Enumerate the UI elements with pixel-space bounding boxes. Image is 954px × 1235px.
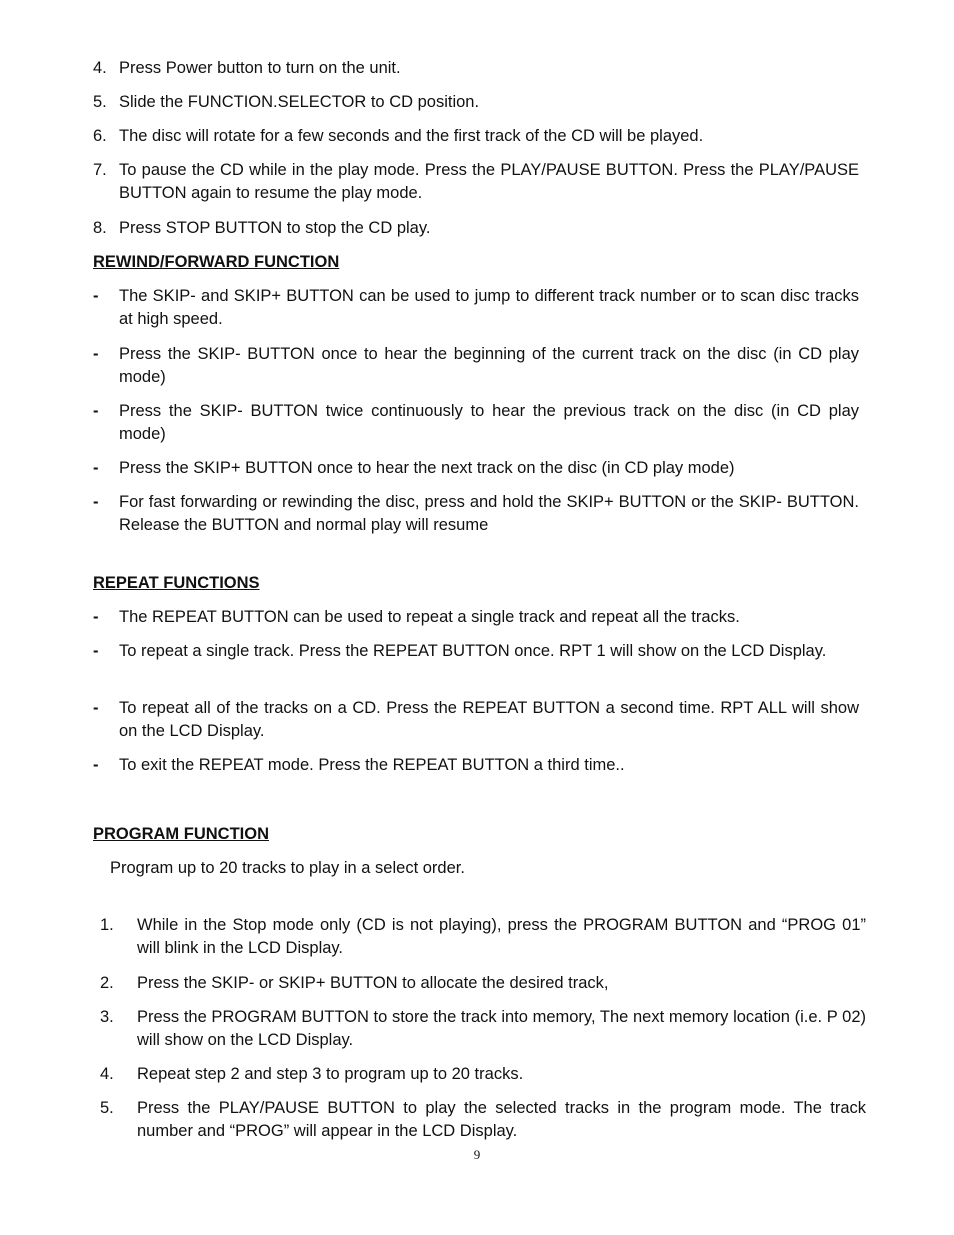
bullet-dash: -	[93, 459, 99, 477]
step-text: While in the Stop mode only (CD is not playing), press the PROGRAM BUTTON and “PROG 01” will blink in the LCD Display.	[137, 916, 866, 957]
step-text: Slide the FUNCTION.SELECTOR to CD position.	[119, 93, 480, 111]
step-number: 1.	[100, 916, 114, 934]
step-text: Press the PROGRAM BUTTON to store the track into memory, The next memory location (i.e. P 02) will show on the LCD Display.	[137, 1008, 866, 1049]
list-item	[93, 57, 859, 80]
bullet-dash: -	[93, 756, 99, 774]
step-number: 5.	[93, 93, 107, 111]
section-heading-repeat: REPEAT FUNCTIONS	[93, 574, 260, 592]
bullet-dash: -	[93, 345, 99, 363]
list-item	[100, 1063, 866, 1086]
bullet-text: To repeat a single track. Press the REPEAT BUTTON once. RPT 1 will show on the LCD Display.	[119, 642, 827, 660]
bullet-text: Press the SKIP- BUTTON twice continuously to hear the previous track on the disc (in CD play mode)	[119, 402, 859, 443]
bullet-dash: -	[93, 699, 99, 717]
step-number: 7.	[93, 161, 107, 179]
list-item	[93, 91, 859, 114]
step-text: Repeat step 2 and step 3 to program up to 20 tracks.	[137, 1065, 524, 1083]
list-item	[93, 606, 859, 629]
bullet-dash: -	[93, 642, 99, 660]
list-item	[100, 914, 866, 960]
step-number: 2.	[100, 974, 114, 992]
list-item	[93, 343, 859, 389]
step-number: 3.	[100, 1008, 114, 1026]
list-item	[93, 217, 859, 240]
bullet-dash: -	[93, 493, 99, 511]
page-number: 9	[473, 1147, 481, 1162]
bullet-text: The REPEAT BUTTON can be used to repeat a single track and repeat all the tracks.	[119, 608, 740, 626]
step-text: The disc will rotate for a few seconds and the first track of the CD will be played.	[119, 127, 704, 145]
bullet-text: To exit the REPEAT mode. Press the REPEAT BUTTON a third time..	[119, 756, 625, 774]
bullet-text: To repeat all of the tracks on a CD. Press the REPEAT BUTTON a second time. RPT ALL will show on the LCD Display.	[119, 699, 859, 740]
list-item	[93, 125, 859, 148]
bullet-dash: -	[93, 608, 99, 626]
step-text: Press STOP BUTTON to stop the CD play.	[119, 219, 431, 237]
step-text: To pause the CD while in the play mode. Press the PLAY/PAUSE BUTTON. Press the PLAY/PAUSE BUTTON again to resume the play mode.	[119, 161, 859, 202]
list-item	[93, 400, 859, 446]
section-heading-program: PROGRAM FUNCTION	[93, 825, 269, 843]
list-item	[100, 1006, 866, 1052]
step-text: Press Power button to turn on the unit.	[119, 59, 401, 77]
section-heading-rewind: REWIND/FORWARD FUNCTION	[93, 253, 340, 271]
list-item	[93, 457, 859, 480]
step-number: 5.	[100, 1099, 114, 1117]
step-number: 4.	[100, 1065, 114, 1083]
list-item	[93, 285, 859, 331]
bullet-text: Press the SKIP- BUTTON once to hear the beginning of the current track on the disc (in CD play mode)	[119, 345, 859, 386]
list-item	[93, 640, 859, 663]
bullet-dash: -	[93, 402, 99, 420]
bullet-text: For fast forwarding or rewinding the disc, press and hold the SKIP+ BUTTON or the SKIP- BUTTON. Release the BUTTON and normal play will resume	[119, 493, 859, 534]
list-item	[100, 1097, 866, 1143]
step-number: 8.	[93, 219, 107, 237]
list-item	[93, 754, 859, 777]
list-item	[93, 491, 859, 537]
program-intro: Program up to 20 tracks to play in a select order.	[110, 859, 465, 877]
bullet-text: Press the SKIP+ BUTTON once to hear the next track on the disc (in CD play mode)	[119, 459, 735, 477]
step-number: 4.	[93, 59, 107, 77]
list-item	[93, 697, 859, 743]
bullet-text: The SKIP- and SKIP+ BUTTON can be used to jump to different track number or to scan disc tracks at high speed.	[119, 287, 859, 328]
step-text: Press the PLAY/PAUSE BUTTON to play the selected tracks in the program mode. The track number and “PROG” will appear in the LCD Display.	[137, 1099, 866, 1140]
list-item	[100, 972, 866, 995]
step-text: Press the SKIP- or SKIP+ BUTTON to allocate the desired track,	[137, 974, 609, 992]
step-number: 6.	[93, 127, 107, 145]
list-item	[93, 159, 859, 205]
bullet-dash: -	[93, 287, 99, 305]
